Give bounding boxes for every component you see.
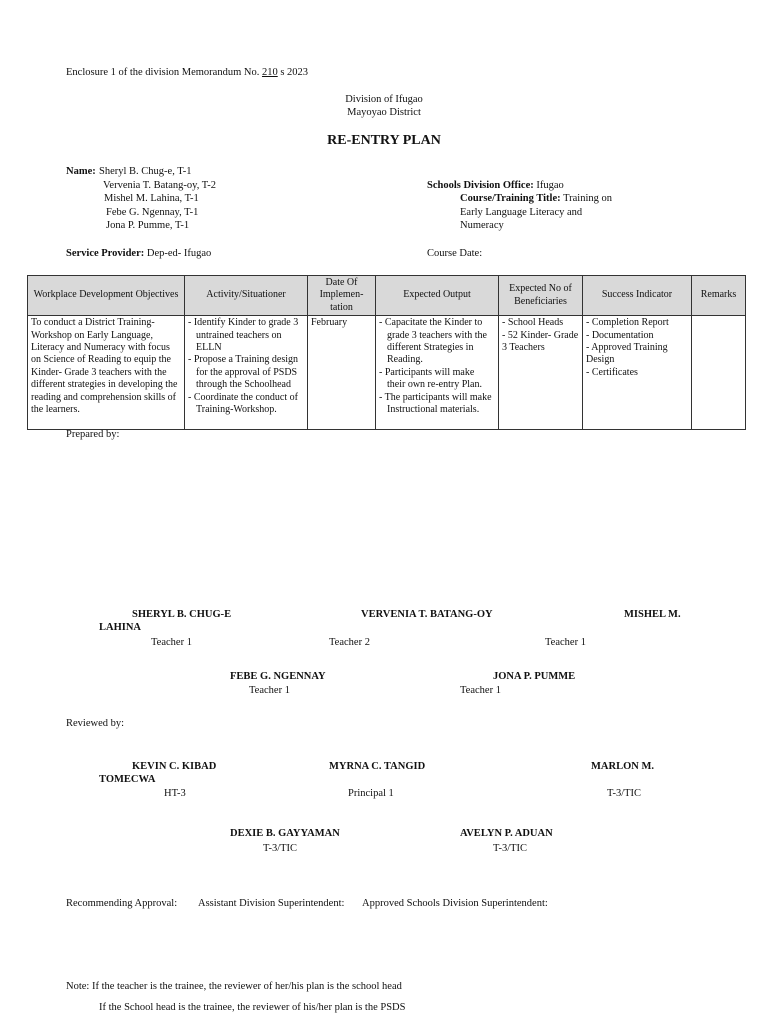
preparer-role: Teacher 2 — [329, 637, 370, 648]
course-line — [460, 193, 612, 204]
course-value: Training on — [560, 193, 612, 204]
preparer-role: Teacher 1 — [151, 637, 192, 648]
district-name: Mayoyao District — [347, 107, 421, 118]
cell-success-indicators — [583, 316, 692, 430]
preparer-name: VERVENIA T. BATANG-OY — [361, 609, 493, 620]
enclosure-line — [66, 67, 308, 78]
recommending-approval-label: Recommending Approval: — [66, 898, 178, 909]
enclosure-suffix: s 2023 — [277, 67, 309, 78]
preparer-name: FEBE G. NGENNAY — [230, 671, 326, 682]
reviewer-name: AVELYN P. ADUAN — [460, 828, 553, 839]
trainee-name: Mishel M. Lahina, T-1 — [104, 193, 199, 204]
preparer-name: MISHEL M. — [624, 609, 681, 620]
table-row — [28, 316, 746, 430]
reviewer-role: T-3/TIC — [263, 843, 298, 854]
cell-activities — [185, 316, 308, 430]
reviewer-role: T-3/TIC — [493, 843, 528, 854]
reviewer-name: MYRNA C. TANGID — [329, 761, 426, 772]
activity-item: - Identify Kinder to grade 3 untrained teachers on ELLN — [188, 317, 299, 354]
reviewer-name: KEVIN C. KIBAD — [132, 761, 217, 772]
sdo-line — [427, 180, 564, 191]
output-item: - Capacitate the Kinder to grade 3 teachers with the different Strategies in Reading. — [379, 317, 487, 366]
cell-beneficiaries — [499, 316, 583, 430]
name-label: Name: — [66, 166, 96, 177]
sds-label: Approved Schools Division Superintendent: — [362, 898, 548, 909]
course-label: Course/Training Title: — [460, 193, 561, 204]
col-header-activity: Activity/Situationer — [185, 276, 308, 316]
trainee-name: Vervenia T. Batang-oy, T-2 — [103, 180, 216, 191]
table-header-row — [28, 276, 746, 316]
course-value-line-2: Early Language Literacy and — [460, 207, 583, 218]
activity-item: - Coordinate the conduct of Training-Workshop. — [188, 391, 298, 416]
service-provider-line — [66, 248, 211, 259]
col-header-beneficiaries: Expected No of Beneficiaries — [499, 276, 583, 316]
trainee-name: Jona P. Pumme, T-1 — [106, 220, 190, 231]
col-header-success-indicator: Success Indicator — [583, 276, 692, 316]
cell-remarks — [692, 316, 746, 430]
memo-number: 210 — [261, 67, 278, 78]
reviewer-role: HT-3 — [164, 788, 186, 799]
provider-value: Dep-ed- Ifugao — [144, 248, 212, 259]
cell-objectives: To conduct a District Training-Workshop on Early Language, Literacy and Numeracy with focus on Science of Reading to equip the Kinder- Grade 3 teachers with the different strategies in developing the reading and comprehension skills of the learners. — [28, 316, 185, 430]
preparer-name-continued: LAHINA — [99, 622, 142, 633]
col-header-date: Date Of Implemen-tation — [308, 276, 376, 316]
reviewer-name: MARLON M. — [591, 761, 654, 772]
sdo-value: Ifugao — [533, 180, 564, 191]
page-title: RE-ENTRY PLAN — [327, 133, 441, 148]
preparer-role: Teacher 1 — [545, 637, 586, 648]
beneficiary-item: - 52 Kinder- Grade 3 Teachers — [502, 329, 579, 354]
enclosure-prefix: Enclosure 1 of the division Memorandum No. — [66, 67, 262, 78]
reviewed-by-label: Reviewed by: — [66, 718, 125, 729]
course-date-label: Course Date: — [427, 248, 483, 259]
indicator-item: - Documentation — [586, 329, 654, 341]
indicator-item: - Certificates — [586, 366, 638, 378]
reviewer-role: T-3/TIC — [607, 788, 642, 799]
trainee-name: Sheryl B. Chug-e, T-1 — [99, 166, 192, 177]
division-name: Division of Ifugao — [345, 94, 423, 105]
preparer-role: Teacher 1 — [460, 685, 501, 696]
reentry-plan-table — [27, 275, 746, 430]
preparer-name: JONA P. PUMME — [493, 671, 576, 682]
col-header-output: Expected Output — [376, 276, 499, 316]
course-value-line-3: Numeracy — [460, 220, 504, 231]
reviewer-name-continued: TOMECWA — [99, 774, 156, 785]
col-header-remarks: Remarks — [692, 276, 746, 316]
prepared-by-label: Prepared by: — [66, 429, 120, 440]
trainee-name: Febe G. Ngennay, T-1 — [106, 207, 199, 218]
note-line: Note: If the teacher is the trainee, the reviewer of her/his plan is the school head — [66, 981, 402, 992]
asds-label: Assistant Division Superintendent: — [198, 898, 345, 909]
output-item: - Participants will make their own re-entry Plan. — [379, 366, 482, 391]
output-item: - The participants will make Instructional materials. — [379, 391, 492, 416]
cell-date: February — [308, 316, 376, 430]
activity-item: - Propose a Training design for the approval of PSDS through the Schoolhead — [188, 354, 298, 391]
indicator-item: - Approved Training Design — [586, 342, 668, 366]
reviewer-name: DEXIE B. GAYYAMAN — [230, 828, 340, 839]
beneficiary-item: - School Heads — [502, 317, 564, 329]
reviewer-role: Principal 1 — [348, 788, 394, 799]
preparer-name: SHERYL B. CHUG-E — [132, 609, 232, 620]
cell-outputs — [376, 316, 499, 430]
note-line: If the School head is the trainee, the reviewer of his/her plan is the PSDS — [99, 1002, 406, 1013]
col-header-objectives: Workplace Development Objectives — [28, 276, 185, 316]
provider-label: Service Provider: — [66, 248, 145, 259]
sdo-label: Schools Division Office: — [427, 180, 534, 191]
indicator-item: - Completion Report — [586, 317, 669, 329]
preparer-role: Teacher 1 — [249, 685, 290, 696]
